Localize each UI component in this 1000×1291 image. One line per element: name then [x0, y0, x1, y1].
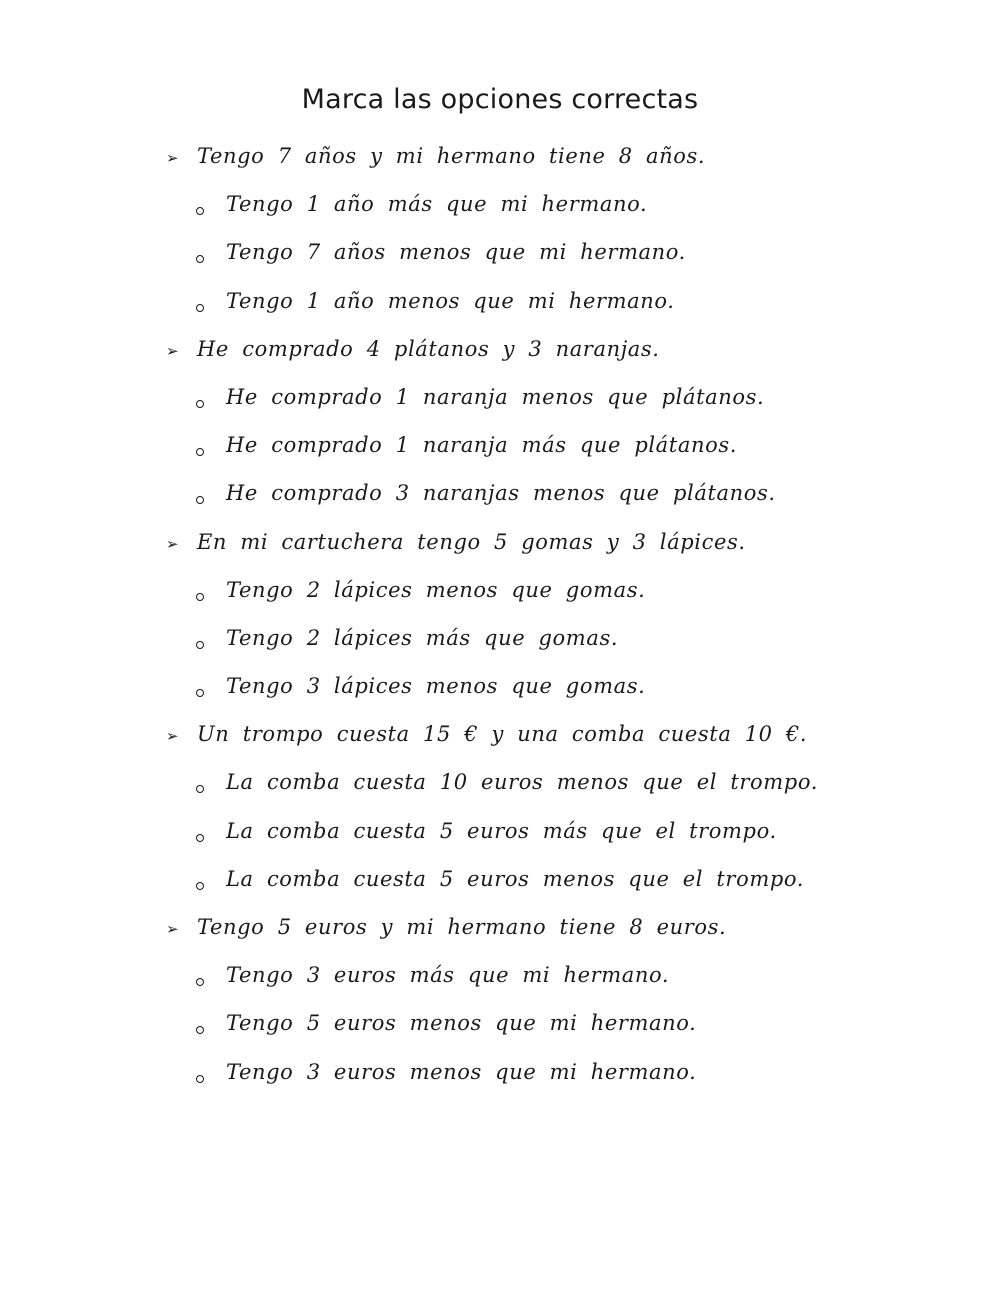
question-4: [0, 710, 1000, 758]
arrowhead-bullet-icon: ➢: [166, 534, 180, 553]
option-label: Tengo 3 lápices menos que gomas.: [226, 674, 646, 699]
arrowhead-bullet-icon: ➢: [166, 341, 180, 360]
option-circle-checkbox[interactable]: [196, 641, 204, 649]
question-1-option-3[interactable]: [0, 277, 1000, 325]
question-statement: Tengo 5 euros y mi hermano tiene 8 euros.: [197, 915, 727, 939]
question-statement: Tengo 7 años y mi hermano tiene 8 años.: [197, 144, 706, 168]
option-label: He comprado 1 naranja menos que plátanos.: [226, 384, 765, 409]
question-2-option-3[interactable]: [0, 469, 1000, 517]
question-2-option-2[interactable]: [0, 421, 1000, 469]
question-5-option-2[interactable]: [0, 999, 1000, 1047]
option-label: Tengo 2 lápices menos que gomas.: [226, 577, 646, 602]
option-label: Tengo 3 euros más que mi hermano.: [226, 963, 670, 988]
option-label: Tengo 1 año más que mi hermano.: [226, 192, 648, 217]
question-3-option-2[interactable]: [0, 614, 1000, 662]
option-label: He comprado 1 naranja más que plátanos.: [226, 433, 737, 458]
arrowhead-bullet-icon: ➢: [166, 920, 180, 938]
arrowhead-bullet-icon: ➢: [166, 727, 180, 746]
option-label: Tengo 7 años menos que mi hermano.: [226, 240, 686, 265]
page-title: Marca las opciones correctas: [301, 84, 699, 115]
option-circle-checkbox[interactable]: [196, 785, 204, 793]
option-label: Tengo 2 lápices más que gomas.: [226, 625, 619, 650]
question-4-option-3[interactable]: [0, 855, 1000, 903]
option-circle-checkbox[interactable]: [196, 1026, 204, 1034]
question-1: [0, 132, 1000, 180]
question-4-option-1[interactable]: [0, 758, 1000, 806]
option-circle-checkbox[interactable]: [196, 255, 204, 263]
question-5-option-1[interactable]: [0, 951, 1000, 999]
option-circle-checkbox[interactable]: [196, 593, 204, 601]
option-label: Tengo 3 euros menos que mi hermano.: [226, 1059, 697, 1084]
option-circle-checkbox[interactable]: [196, 448, 204, 456]
question-statement: Un trompo cuesta 15 € y una comba cuesta 10 €.: [197, 722, 808, 747]
question-3-option-1[interactable]: [0, 566, 1000, 614]
option-circle-checkbox[interactable]: [196, 400, 204, 408]
question-5: [0, 903, 1000, 951]
arrowhead-bullet-icon: ➢: [166, 149, 180, 167]
question-5-option-3[interactable]: [0, 1048, 1000, 1096]
option-circle-checkbox[interactable]: [196, 304, 204, 312]
option-circle-checkbox[interactable]: [196, 834, 204, 842]
option-circle-checkbox[interactable]: [196, 978, 204, 986]
question-1-option-1[interactable]: [0, 180, 1000, 228]
option-circle-checkbox[interactable]: [196, 1075, 204, 1083]
question-2-option-1[interactable]: [0, 373, 1000, 421]
worksheet: [0, 132, 1000, 1096]
question-3-option-3[interactable]: [0, 662, 1000, 710]
question-3: [0, 518, 1000, 566]
question-statement: En mi cartuchera tengo 5 gomas y 3 lápices.: [197, 529, 746, 554]
option-label: La comba cuesta 5 euros más que el trompo.: [226, 818, 777, 843]
question-statement: He comprado 4 plátanos y 3 naranjas.: [197, 336, 660, 361]
option-label: La comba cuesta 10 euros menos que el trompo.: [226, 770, 818, 795]
option-label: He comprado 3 naranjas menos que plátanos.: [226, 481, 776, 506]
option-label: La comba cuesta 5 euros menos que el trompo.: [226, 866, 805, 891]
question-2: [0, 325, 1000, 373]
option-circle-checkbox[interactable]: [196, 207, 204, 215]
option-label: Tengo 1 año menos que mi hermano.: [226, 288, 675, 313]
question-1-option-2[interactable]: [0, 228, 1000, 276]
option-label: Tengo 5 euros menos que mi hermano.: [226, 1011, 697, 1036]
question-4-option-2[interactable]: [0, 807, 1000, 855]
option-circle-checkbox[interactable]: [196, 496, 204, 504]
option-circle-checkbox[interactable]: [196, 689, 204, 697]
option-circle-checkbox[interactable]: [196, 882, 204, 890]
